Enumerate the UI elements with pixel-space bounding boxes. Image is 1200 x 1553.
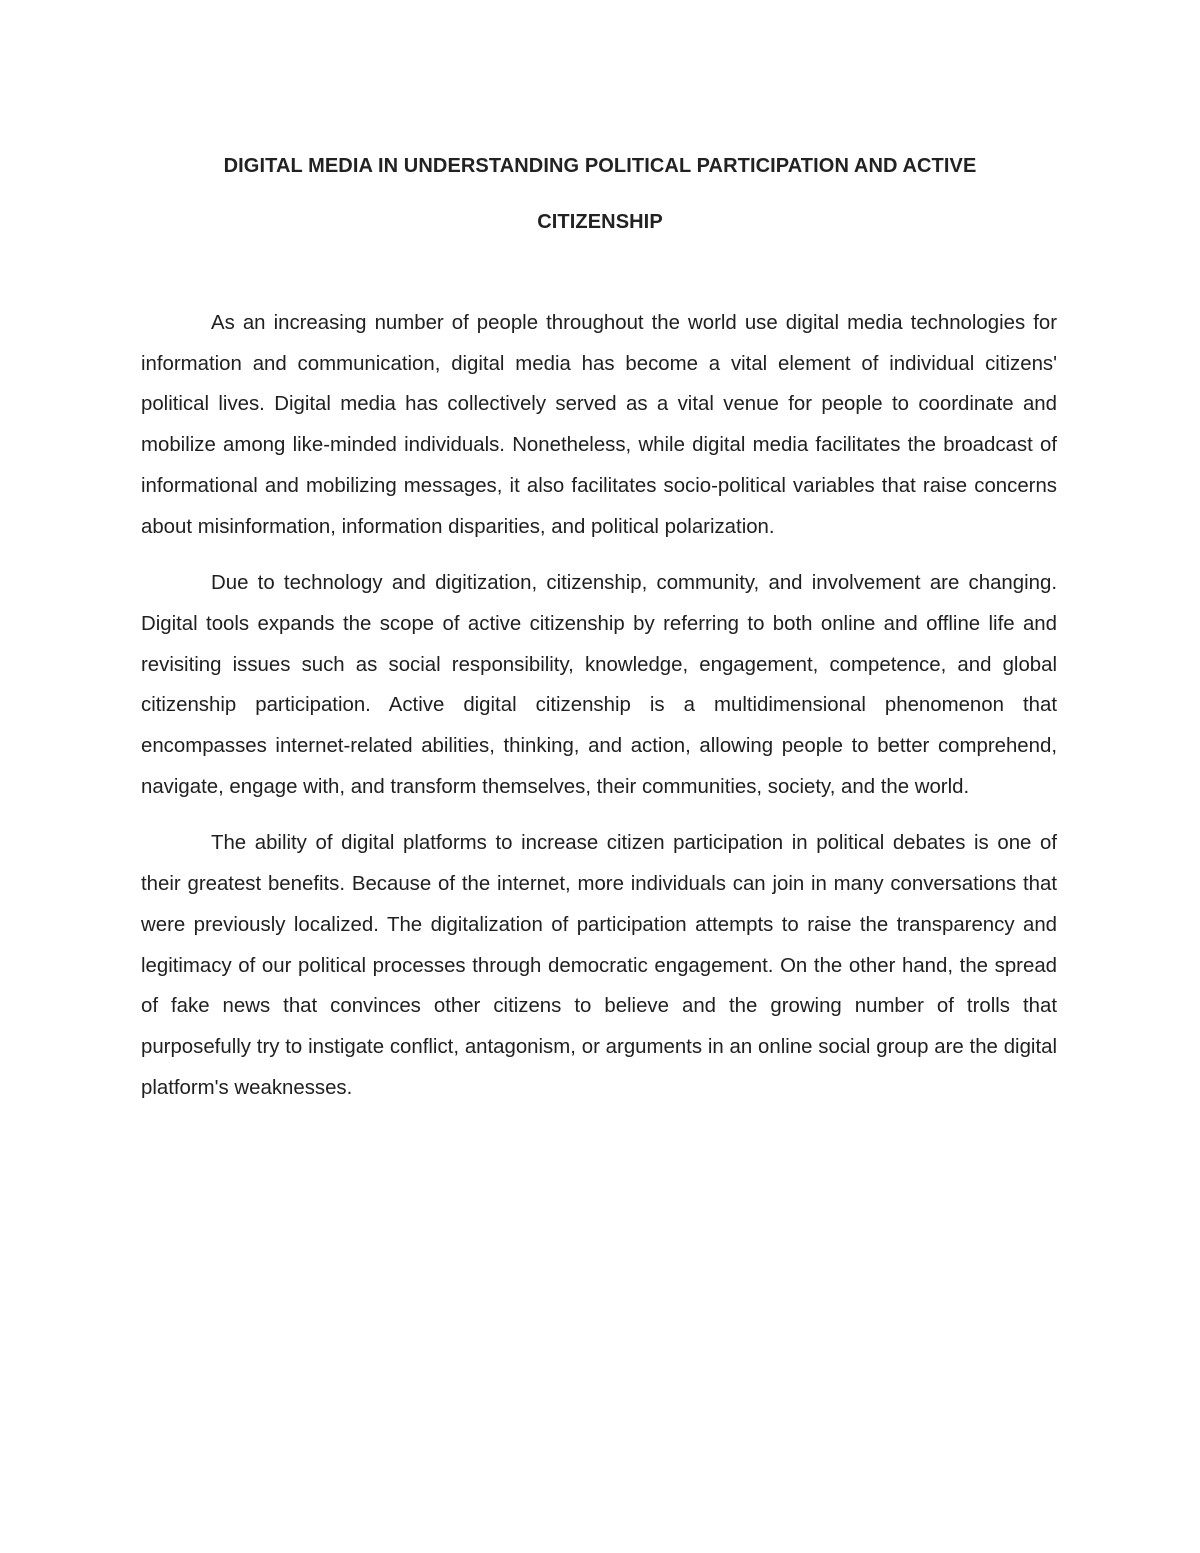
paragraph-1: As an increasing number of people throughout the world use digital media technologies for information and communication, digital media has become a vital element of individual citizens' political lives. Digital media has collectively served as a vital venue for people to coordinate and mobilize among like-minded individuals. Nonetheless, while digital media facilitates the broadcast of informational and mobilizing messages, it also facilitates socio-political variables that raise concerns about misinformation, information disparities, and political polarization. [141, 312, 1057, 538]
paragraph-3: The ability of digital platforms to increase citizen participation in political debates is one of their greatest benefits. Because of the internet, more individuals can join in many conversations that were previously localized. The digitalization of participation attempts to raise the transparency and legitimacy of our political processes through democratic engagement. On the other hand, the spread of fake news that convinces other citizens to believe and the growing number of trolls that purposefully try to instigate conflict, antagonism, or arguments in an online social group are the digital platform's weaknesses. [141, 832, 1057, 1099]
title-line-2: CITIZENSHIP [537, 211, 663, 233]
title-line-1: DIGITAL MEDIA IN UNDERSTANDING POLITICAL PARTICIPATION AND ACTIVE [223, 155, 977, 177]
paragraph-2: Due to technology and digitization, citizenship, community, and involvement are changing. Digital tools expands the scope of active citizenship by referring to both online and offline life and revisiting issues such as social responsibility, knowledge, engagement, competence, and global citizenship participation. Active digital citizenship is a multidimensional phenomenon that encompasses internet-related abilities, thinking, and action, allowing people to better comprehend, navigate, engage with, and transform themselves, their communities, society, and the world. [141, 572, 1057, 798]
document-title [140, 138, 1060, 250]
document-body [141, 303, 1057, 1124]
